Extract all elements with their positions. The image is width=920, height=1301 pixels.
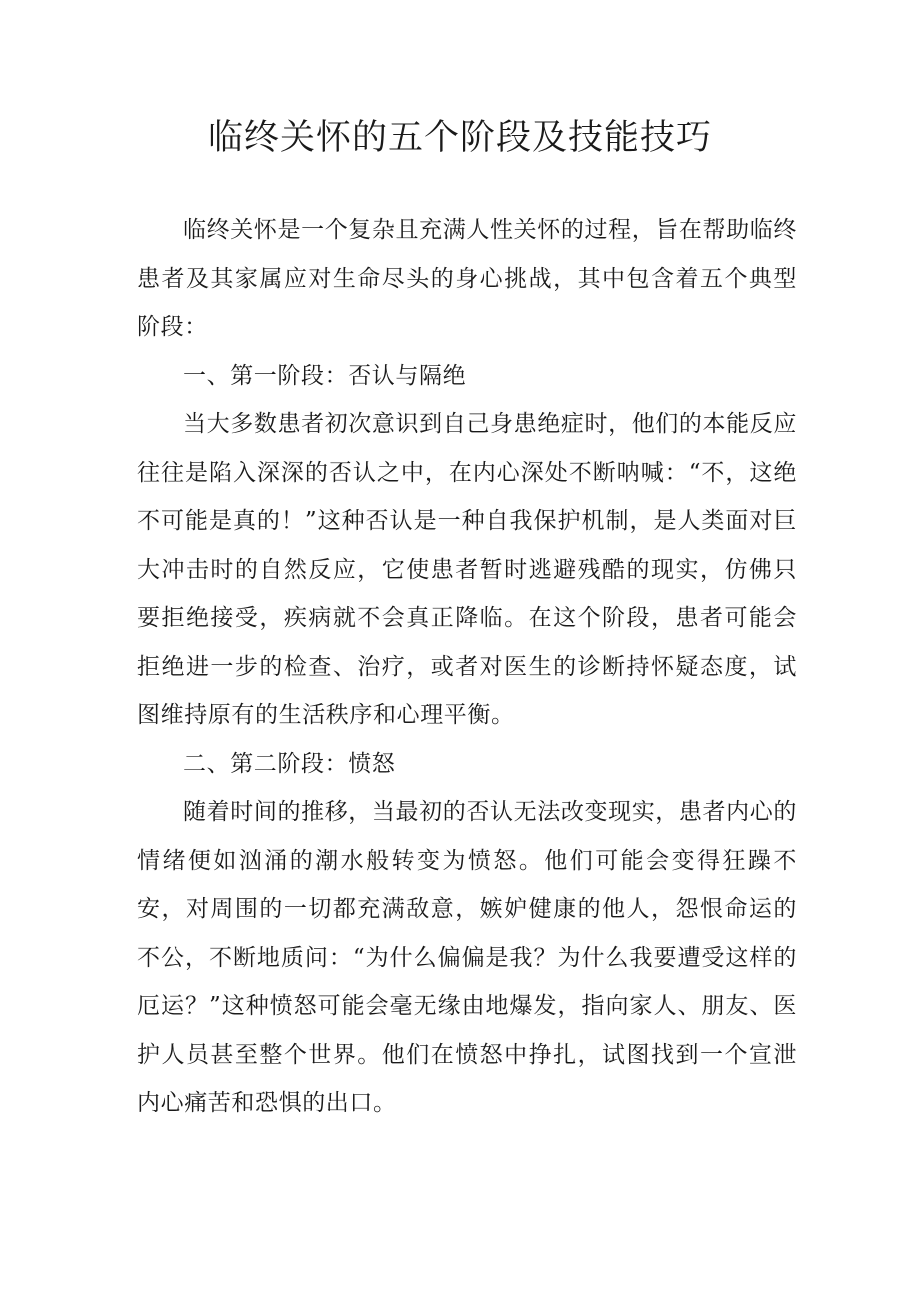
section-heading-stage-1: 一、第一阶段：否认与隔绝 <box>183 362 467 389</box>
document-body <box>137 206 797 1128</box>
document-title: 临终关怀的五个阶段及技能技巧 <box>207 118 712 158</box>
section-paragraph-stage-2: 随着时间的推移，当最初的否认无法改变现实，患者内心的情绪便如汹涌的潮水般转变为愤怒。他们可能会变得狂躁不安，对周围的一切都充满敌意，嫉妒健康的他人，怨恨命运的不公，不断地质问：“为什么偏偏是我？为什么我要遭受这样的厄运？”这种愤怒可能会毫无缘由地爆发，指向家人、朋友、医护人员甚至整个世界。他们在愤怒中挣扎，试图找到一个宣泄内心痛苦和恐惧的出口。 <box>137 799 797 1116</box>
section-heading-stage-2: 二、第二阶段：愤怒 <box>183 750 396 777</box>
section-paragraph-stage-1: 当大多数患者初次意识到自己身患绝症时，他们的本能反应往往是陷入深深的否认之中，在内心深处不断呐喊：“不，这绝不可能是真的！”这种否认是一种自我保护机制，是人类面对巨大冲击时的自然反应，它使患者暂时逃避残酷的现实，仿佛只要拒绝接受，疾病就不会真正降临。在这个阶段，患者可能会拒绝进一步的检查、治疗，或者对医生的诊断持怀疑态度，试图维持原有的生活秩序和心理平衡。 <box>137 411 797 728</box>
intro-paragraph: 临终关怀是一个复杂且充满人性关怀的过程，旨在帮助临终患者及其家属应对生命尽头的身心挑战，其中包含着五个典型阶段： <box>137 217 797 340</box>
